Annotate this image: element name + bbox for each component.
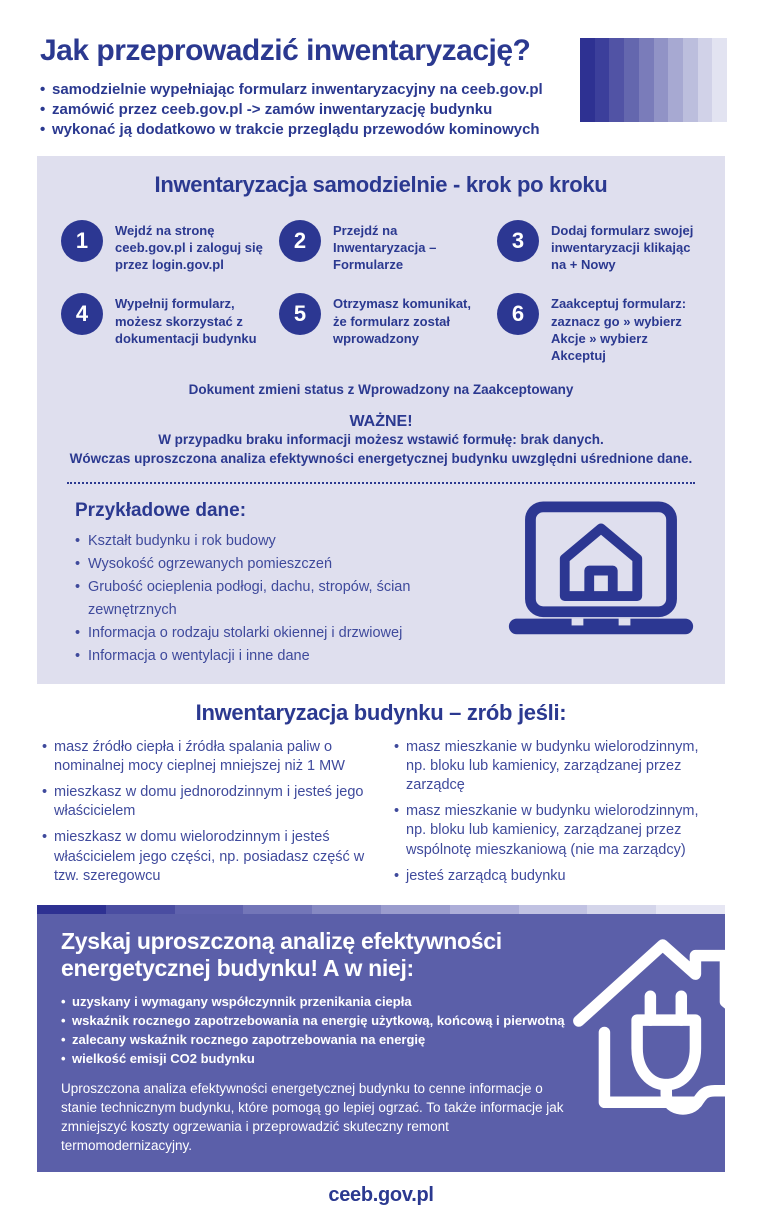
step-number-badge: 1: [61, 220, 103, 262]
example-data-item: • Kształt budynku i rok budowy: [75, 530, 491, 553]
important-note: [61, 413, 701, 469]
important-line: W przypadku braku informacji możesz wstawić formułę: brak danych.: [158, 432, 604, 448]
eligibility-item: • jesteś zarządcą budynku: [394, 867, 720, 886]
step-text: Otrzymasz komunikat, że formularz został wprowadzony: [333, 296, 471, 346]
steps-section: [37, 156, 725, 684]
gradient-stripe: [175, 905, 244, 914]
benefits-item: • zalecany wskaźnik rocznego zapotrzebowania na energię: [61, 1030, 565, 1049]
example-data-item: • Informacja o wentylacji i inne dane: [75, 645, 491, 668]
page-title: Jak przeprowadzić inwentaryzację?: [40, 34, 531, 67]
gradient-stripe: [639, 38, 654, 122]
gradient-stripe: [587, 905, 656, 914]
gradient-stripe: [450, 905, 519, 914]
gradient-stripe: [609, 38, 624, 122]
eligibility-item: • masz mieszkanie w budynku wielorodzinnym, np. bloku lub kamienicy, zarządzanej przez wspólnotę mieszkaniową (nie ma zarządcy): [394, 802, 720, 859]
header-bullet: • wykonać ją dodatkowo w trakcie przeglądu przewodów kominowych: [40, 120, 722, 140]
status-note: Dokument zmieni status z Wprowadzony na Zaakceptowany: [188, 382, 574, 398]
example-data-block: [61, 496, 701, 668]
gradient-stripe: [243, 905, 312, 914]
dotted-divider: [67, 482, 695, 484]
step-number-badge: 6: [497, 293, 539, 335]
step-text: Przejdź na Inwentaryzacja – Formularze: [333, 223, 437, 273]
gradient-stripe: [698, 38, 713, 122]
example-data-item: • Grubość ocieplenia podłogi, dachu, stropów, ścian zewnętrznych: [75, 576, 491, 622]
step-5: [279, 293, 483, 364]
eligibility-item: • mieszkasz w domu jednorodzinnym i jesteś jego właścicielem: [42, 783, 368, 821]
gradient-stripe: [683, 38, 698, 122]
footer: [0, 1184, 762, 1207]
gradient-stripe: [37, 905, 106, 914]
step-2: [279, 220, 483, 273]
example-data-heading: Przykładowe dane:: [75, 499, 247, 521]
step-number-badge: 5: [279, 293, 321, 335]
example-data-item: • Wysokość ogrzewanych pomieszczeń: [75, 553, 491, 576]
header: [0, 0, 762, 140]
header-bullet: • zamówić przez ceeb.gov.pl -> zamów inwentaryzację budynku: [40, 100, 722, 120]
gradient-stripe: [580, 38, 595, 122]
gradient-stripe: [656, 905, 725, 914]
eligibility-heading: Inwentaryzacja budynku – zrób jeśli:: [195, 699, 567, 725]
gradient-stripe: [654, 38, 669, 122]
benefits-item: • uzyskany i wymagany współczynnik przenikania ciepła: [61, 992, 565, 1011]
eligibility-item: • masz źródło ciepła i źródła spalania paliw o nominalnej mocy cieplnej mniejszej niż 1 MW: [42, 738, 368, 776]
important-title: WAŻNE!: [349, 413, 413, 431]
example-data-item: • Informacja o rodzaju stolarki okiennej i drzwiowej: [75, 622, 491, 645]
gradient-stripe: [381, 905, 450, 914]
example-data-list: [75, 530, 491, 668]
important-line: Wówczas uproszczona analiza efektywności energetycznej budynku uwzględni uśrednione dane.: [69, 450, 693, 466]
step-text: Zaakceptuj formularz: zaznacz go » wybierz Akcje » wybierz Akceptuj: [551, 296, 687, 363]
header-bullet: • samodzielnie wypełniając formularz inwentaryzacyjny na ceeb.gov.pl: [40, 80, 722, 100]
step-number-badge: 4: [61, 293, 103, 335]
benefits-section: [37, 905, 725, 1172]
steps-grid: [61, 220, 701, 364]
gradient-stripe: [312, 905, 381, 914]
benefits-heading: Zyskaj uproszczoną analizę efektywności energetycznej budynku! A w niej:: [61, 927, 502, 981]
step-text: Wejdź na stronę ceeb.gov.pl i zaloguj się przez login.gov.pl: [115, 223, 263, 273]
laptop-house-icon: [501, 500, 701, 647]
gradient-stripe: [595, 38, 610, 122]
benefits-item: • wielkość emisji CO2 budynku: [61, 1049, 565, 1068]
step-6: [497, 293, 701, 364]
gradient-stripe: [668, 38, 683, 122]
eligibility-item: • mieszkasz w domu wielorodzinnym i jesteś właścicielem jego części, np. posiadasz część w tzw. szeregowcu: [42, 828, 368, 885]
gradient-stripe: [712, 38, 727, 122]
gradient-stripe: [519, 905, 588, 914]
footer-site-url: ceeb.gov.pl: [328, 1183, 434, 1206]
gradient-stripe: [624, 38, 639, 122]
gradient-stripe: [106, 905, 175, 914]
step-1: [61, 220, 265, 273]
benefits-item: • wskaźnik rocznego zapotrzebowania na energię użytkową, końcową i pierwotną: [61, 1011, 565, 1030]
eligibility-left-column: [42, 738, 368, 893]
step-4: [61, 293, 265, 364]
benefits-list: [61, 992, 565, 1068]
eligibility-item: • masz mieszkanie w budynku wielorodzinnym, np. bloku lub kamienicy, zarządzanej przez zarządcę: [394, 738, 720, 795]
step-text: Wypełnij formularz, możesz skorzystać z dokumentacji budynku: [115, 296, 257, 346]
step-number-badge: 3: [497, 220, 539, 262]
benefits-paragraph: Uproszczona analiza efektywności energetycznej budynku to cenne informacje o stanie technicznym budynku, które pomogą go lepiej ogrzać. To także informacje jak zmniejszyć koszty ogrzewania i przeprowadzić skuteczny remont termomodernizacyjny.: [61, 1081, 564, 1154]
steps-heading: Inwentaryzacja samodzielnie - krok po kroku: [154, 172, 608, 197]
gradient-stripes-decoration: [580, 38, 727, 122]
step-number-badge: 2: [279, 220, 321, 262]
gradient-band-decoration: [37, 905, 725, 914]
step-3: [497, 220, 701, 273]
step-text: Dodaj formularz swojej inwentaryzacji klikając na + Nowy: [551, 223, 694, 273]
eligibility-right-column: [394, 738, 720, 893]
eligibility-section: [0, 684, 762, 893]
